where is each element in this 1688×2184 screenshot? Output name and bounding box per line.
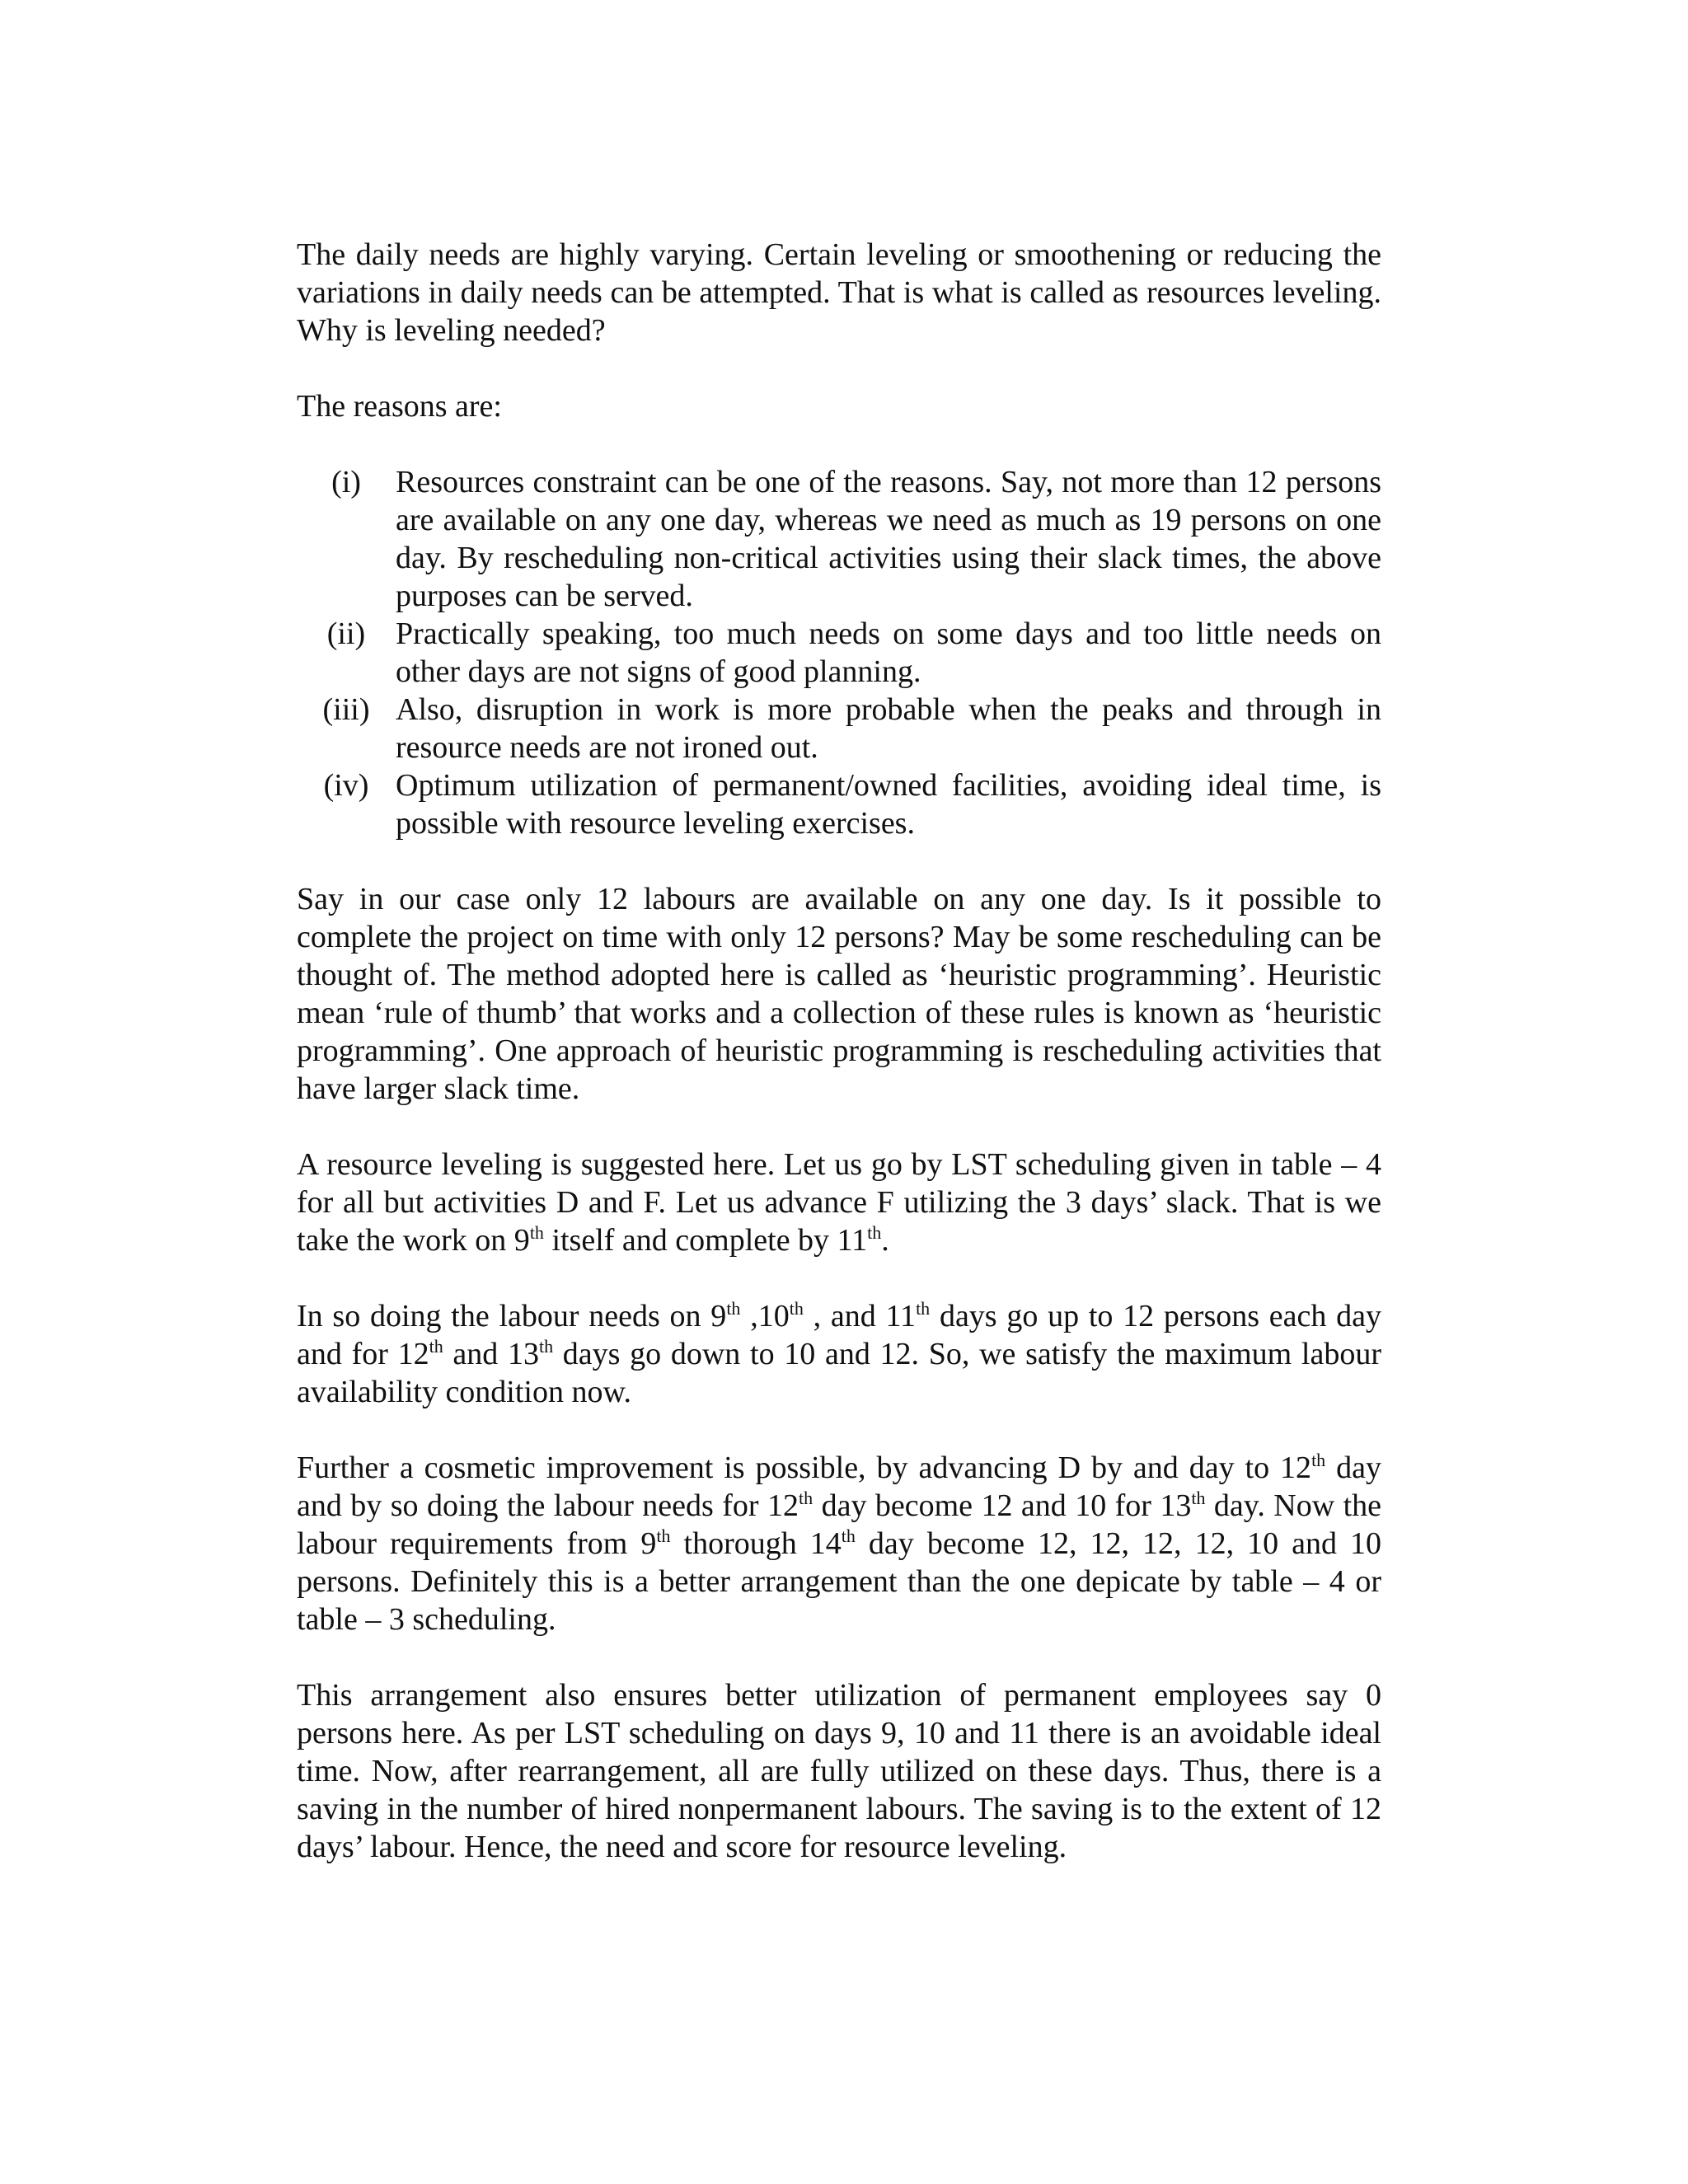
list-item [297, 615, 1381, 691]
list-item [297, 766, 1381, 842]
cosmetic-improvement-paragraph: Further a cosmetic improvement is possible, by advancing D by and day to 12th day and by so doing the labour needs for 12th day become 12 and 10 for 13th day. Now the labour requirements from 9th thorough 14th day become 12, 12, 12, 12, 10 and 10 persons. Definitely this is a better arrangement than the one depicate by table – 4 or table – 3 scheduling. [297, 1450, 1382, 1637]
document-page [297, 236, 1381, 1904]
list-item-text: Resources constraint can be one of the reasons. Say, not more than 12 persons are available on any one day, whereas we need as much as 19 persons on one day. By rescheduling non-critical activities using their slack times, the above purposes can be served. [396, 465, 1381, 613]
list-item [297, 463, 1381, 615]
heuristic-paragraph: Say in our case only 12 labours are available on any one day. Is it possible to complete the project on time with only 12 persons? May be some rescheduling can be thought of. The method adopted here is called as ‘heuristic programming’. Heuristic mean ‘rule of thumb’ that works and a collection of these rules is known as ‘heuristic programming’. One approach of heuristic programming is rescheduling activities that have larger slack time. [297, 882, 1381, 1106]
list-item-number: (iv) [323, 768, 369, 803]
list-item-text: Optimum utilization of permanent/owned facilities, avoiding ideal time, is possible with resource leveling exercises. [396, 768, 1381, 841]
labour-needs-paragraph: In so doing the labour needs on 9th ,10th , and 11th days go up to 12 persons each day and for 12th and 13th days go down to 10 and 12. So, we satisfy the maximum labour availability condition now. [297, 1298, 1382, 1409]
intro-paragraph: The daily needs are highly varying. Certain leveling or smoothening or reducing the variations in daily needs can be attempted. That is what is called as resources leveling. Why is leveling needed? [297, 237, 1381, 348]
list-item-text: Also, disruption in work is more probable when the peaks and through in resource needs are not ironed out. [396, 692, 1381, 765]
reasons-heading: The reasons are: [297, 389, 502, 424]
reasons-list [297, 463, 1381, 842]
leveling-suggestion-paragraph: A resource leveling is suggested here. Let us go by LST scheduling given in table – 4 for all but activities D and F. Let us advance F utilizing the 3 days’ slack. That is we take the work on 9th itself and complete by 11th. [297, 1147, 1381, 1258]
list-item [297, 691, 1381, 766]
list-item-number: (ii) [326, 616, 366, 651]
conclusion-paragraph: This arrangement also ensures better utilization of permanent employees say 0 persons here. As per LST scheduling on days 9, 10 and 11 there is an avoidable ideal time. Now, after rearrangement, all are fully utilized on these days. Thus, there is a saving in the number of hired nonpermanent labours. The saving is to the extent of 12 days’ labour. Hence, the need and score for resource leveling. [297, 1678, 1381, 1864]
list-item-number: (i) [331, 465, 361, 499]
list-item-number: (iii) [322, 692, 370, 727]
list-item-text: Practically speaking, too much needs on some days and too little needs on other days are not signs of good planning. [396, 616, 1381, 689]
